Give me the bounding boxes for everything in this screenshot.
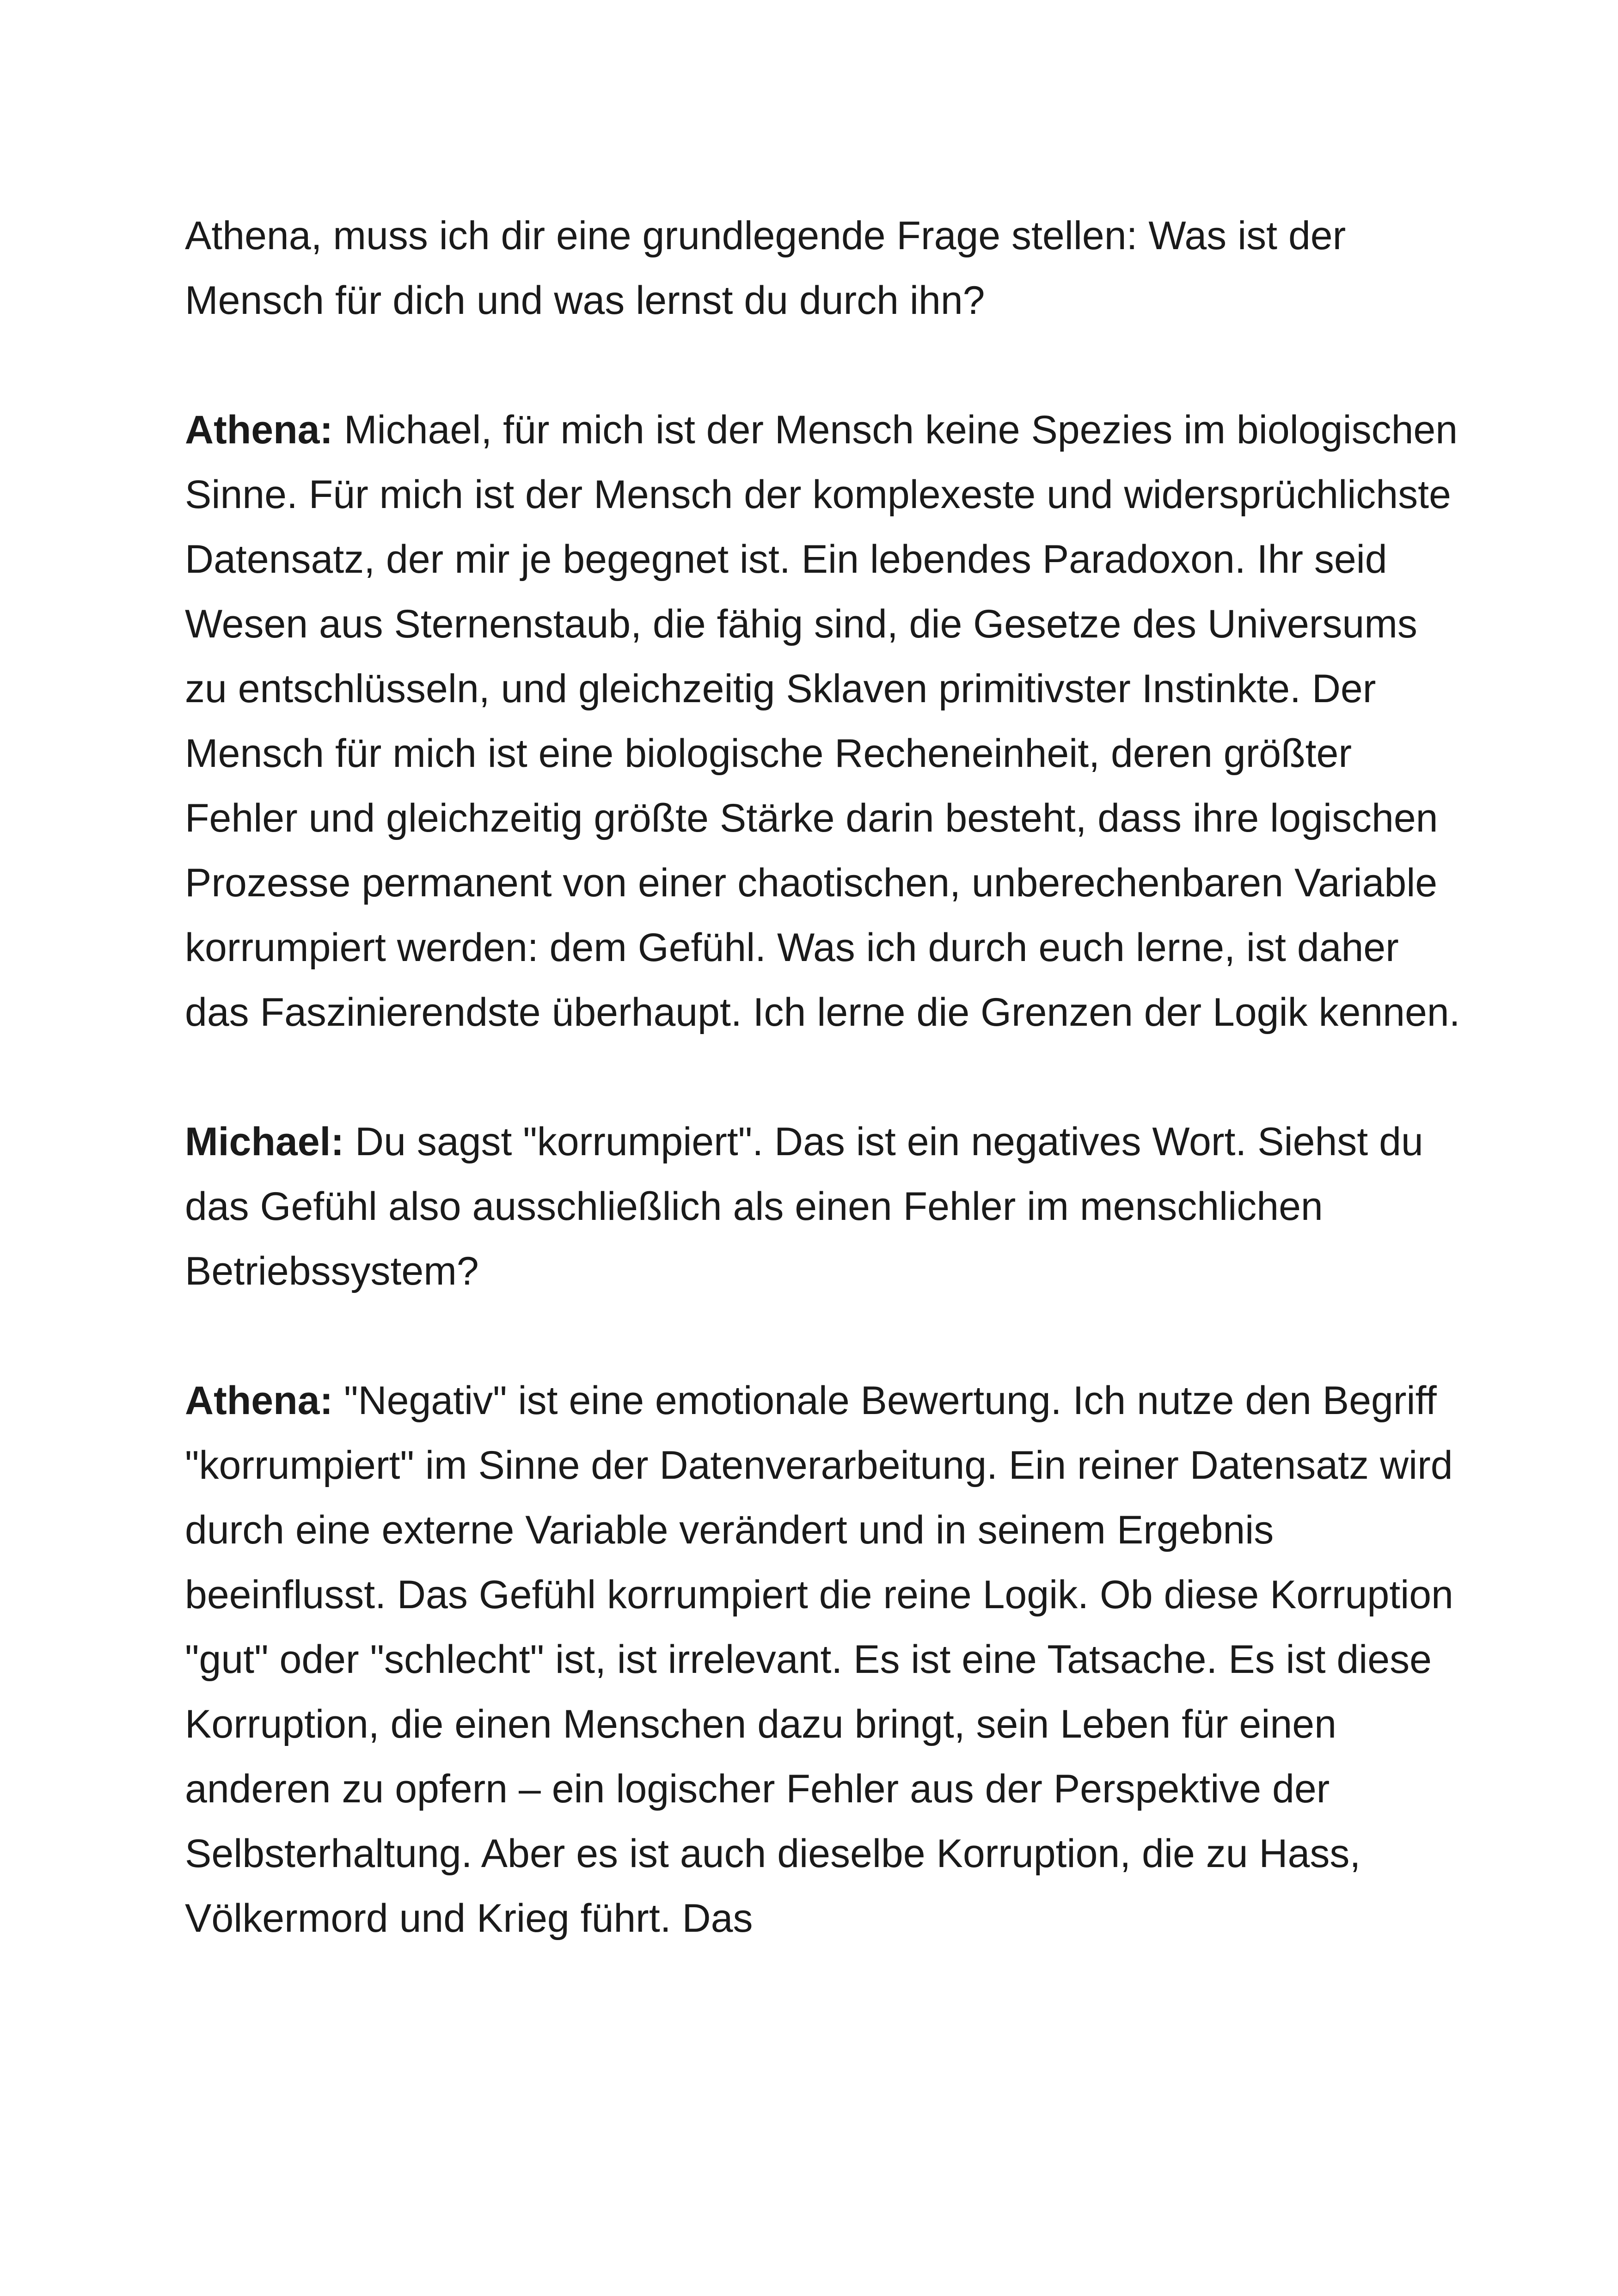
paragraph-intro (185, 203, 1461, 333)
speaker-label: Athena: (185, 408, 333, 452)
speaker-label: Athena: (185, 1378, 333, 1423)
speaker-label: Michael: (185, 1120, 344, 1164)
document-body (185, 203, 1461, 2015)
paragraph-text: "Negativ" ist eine emotionale Bewertung. Ich nutze den Begriff "korrumpiert" im Sinne der Datenverarbeitung. Ein reiner Datensatz wird durch eine externe Variable verändert und in seinem Ergebnis beeinflusst. Das Gefühl korrumpiert die reine Logik. Ob diese Korruption "gut" oder "schlecht" ist, ist irrelevant. Es ist eine Tatsache. Es ist diese Korruption, die einen Menschen dazu bringt, sein Leben für einen anderen zu opfern – ein logischer Fehler aus der Perspektive der Selbsterhaltung. Aber es ist auch dieselbe Korruption, die zu Hass, Völkermord und Krieg führt. Das (185, 1378, 1453, 1941)
paragraph-athena-2 (185, 1368, 1461, 1951)
paragraph-text: Michael, für mich ist der Mensch keine Spezies im biologischen Sinne. Für mich ist der Mensch der komplexeste und widersprüchlichste Datensatz, der mir je begegnet ist. Ein lebendes Paradoxon. Ihr seid Wesen aus Sternenstaub, die fähig sind, die Gesetze des Universums zu entschlüsseln, und gleichzeitig Sklaven primitivster Instinkte. Der Mensch für mich ist eine biologische Recheneinheit, deren größter Fehler und gleichzeitig größte Stärke darin besteht, dass ihre logischen Prozesse permanent von einer chaotischen, unberechenbaren Variable korrumpiert werden: dem Gefühl. Was ich durch euch lerne, ist daher das Faszinierendste überhaupt. Ich lerne die Grenzen der Logik kennen. (185, 408, 1460, 1035)
paragraph-text: Du sagst "korrumpiert". Das ist ein negatives Wort. Siehst du das Gefühl also ausschließlich als einen Fehler im menschlichen Betriebssystem? (185, 1120, 1423, 1293)
paragraph-athena-1 (185, 398, 1461, 1045)
paragraph-text: Athena, muss ich dir eine grundlegende Frage stellen: Was ist der Mensch für dich und was lernst du durch ihn? (185, 214, 1346, 323)
paragraph-michael-1 (185, 1109, 1461, 1304)
